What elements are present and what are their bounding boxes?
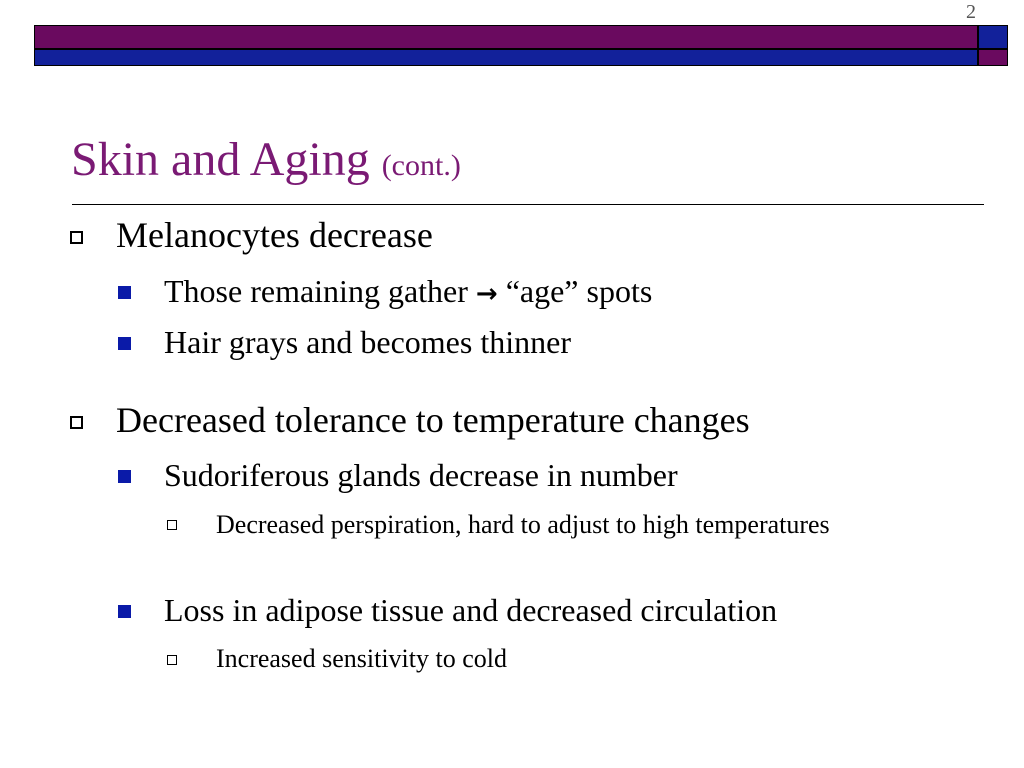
hollow-small-square-bullet-icon <box>167 655 177 665</box>
solid-square-bullet-icon <box>118 286 131 299</box>
header-square-blue <box>978 25 1008 49</box>
right-arrow-icon: → <box>475 279 498 309</box>
bullet-text-after: “age” spots <box>497 273 653 309</box>
bullet-level2: Sudoriferous glands decrease in number <box>164 457 678 493</box>
header-square-purple <box>978 49 1008 66</box>
solid-square-bullet-icon <box>118 337 131 350</box>
bullet-level1: Melanocytes decrease <box>116 215 433 255</box>
bullet-level2: Loss in adipose tissue and decreased circulation <box>164 592 778 628</box>
hollow-square-bullet-icon <box>70 416 83 429</box>
bullet-level1: Decreased tolerance to temperature changes <box>116 400 750 440</box>
slide-title <box>71 132 461 194</box>
bullet-level3: Increased sensitivity to cold <box>216 644 507 673</box>
bullet-level2: Hair grays and becomes thinner <box>164 324 571 360</box>
header-bar-blue <box>34 49 978 66</box>
bullet-text-before: Those remaining gather <box>164 273 476 309</box>
slide-title-main: Skin and Aging <box>71 133 370 186</box>
bullet-level3: Decreased perspiration, hard to adjust to high temperatures <box>216 510 830 539</box>
solid-square-bullet-icon <box>118 470 131 483</box>
header-bar-purple <box>34 25 978 49</box>
slide-number: 2 <box>966 2 976 22</box>
hollow-small-square-bullet-icon <box>167 520 177 530</box>
hollow-square-bullet-icon <box>70 231 83 244</box>
title-underline <box>72 204 984 205</box>
slide-title-sub: (cont.) <box>381 149 461 182</box>
bullet-level2 <box>164 273 652 312</box>
solid-square-bullet-icon <box>118 605 131 618</box>
